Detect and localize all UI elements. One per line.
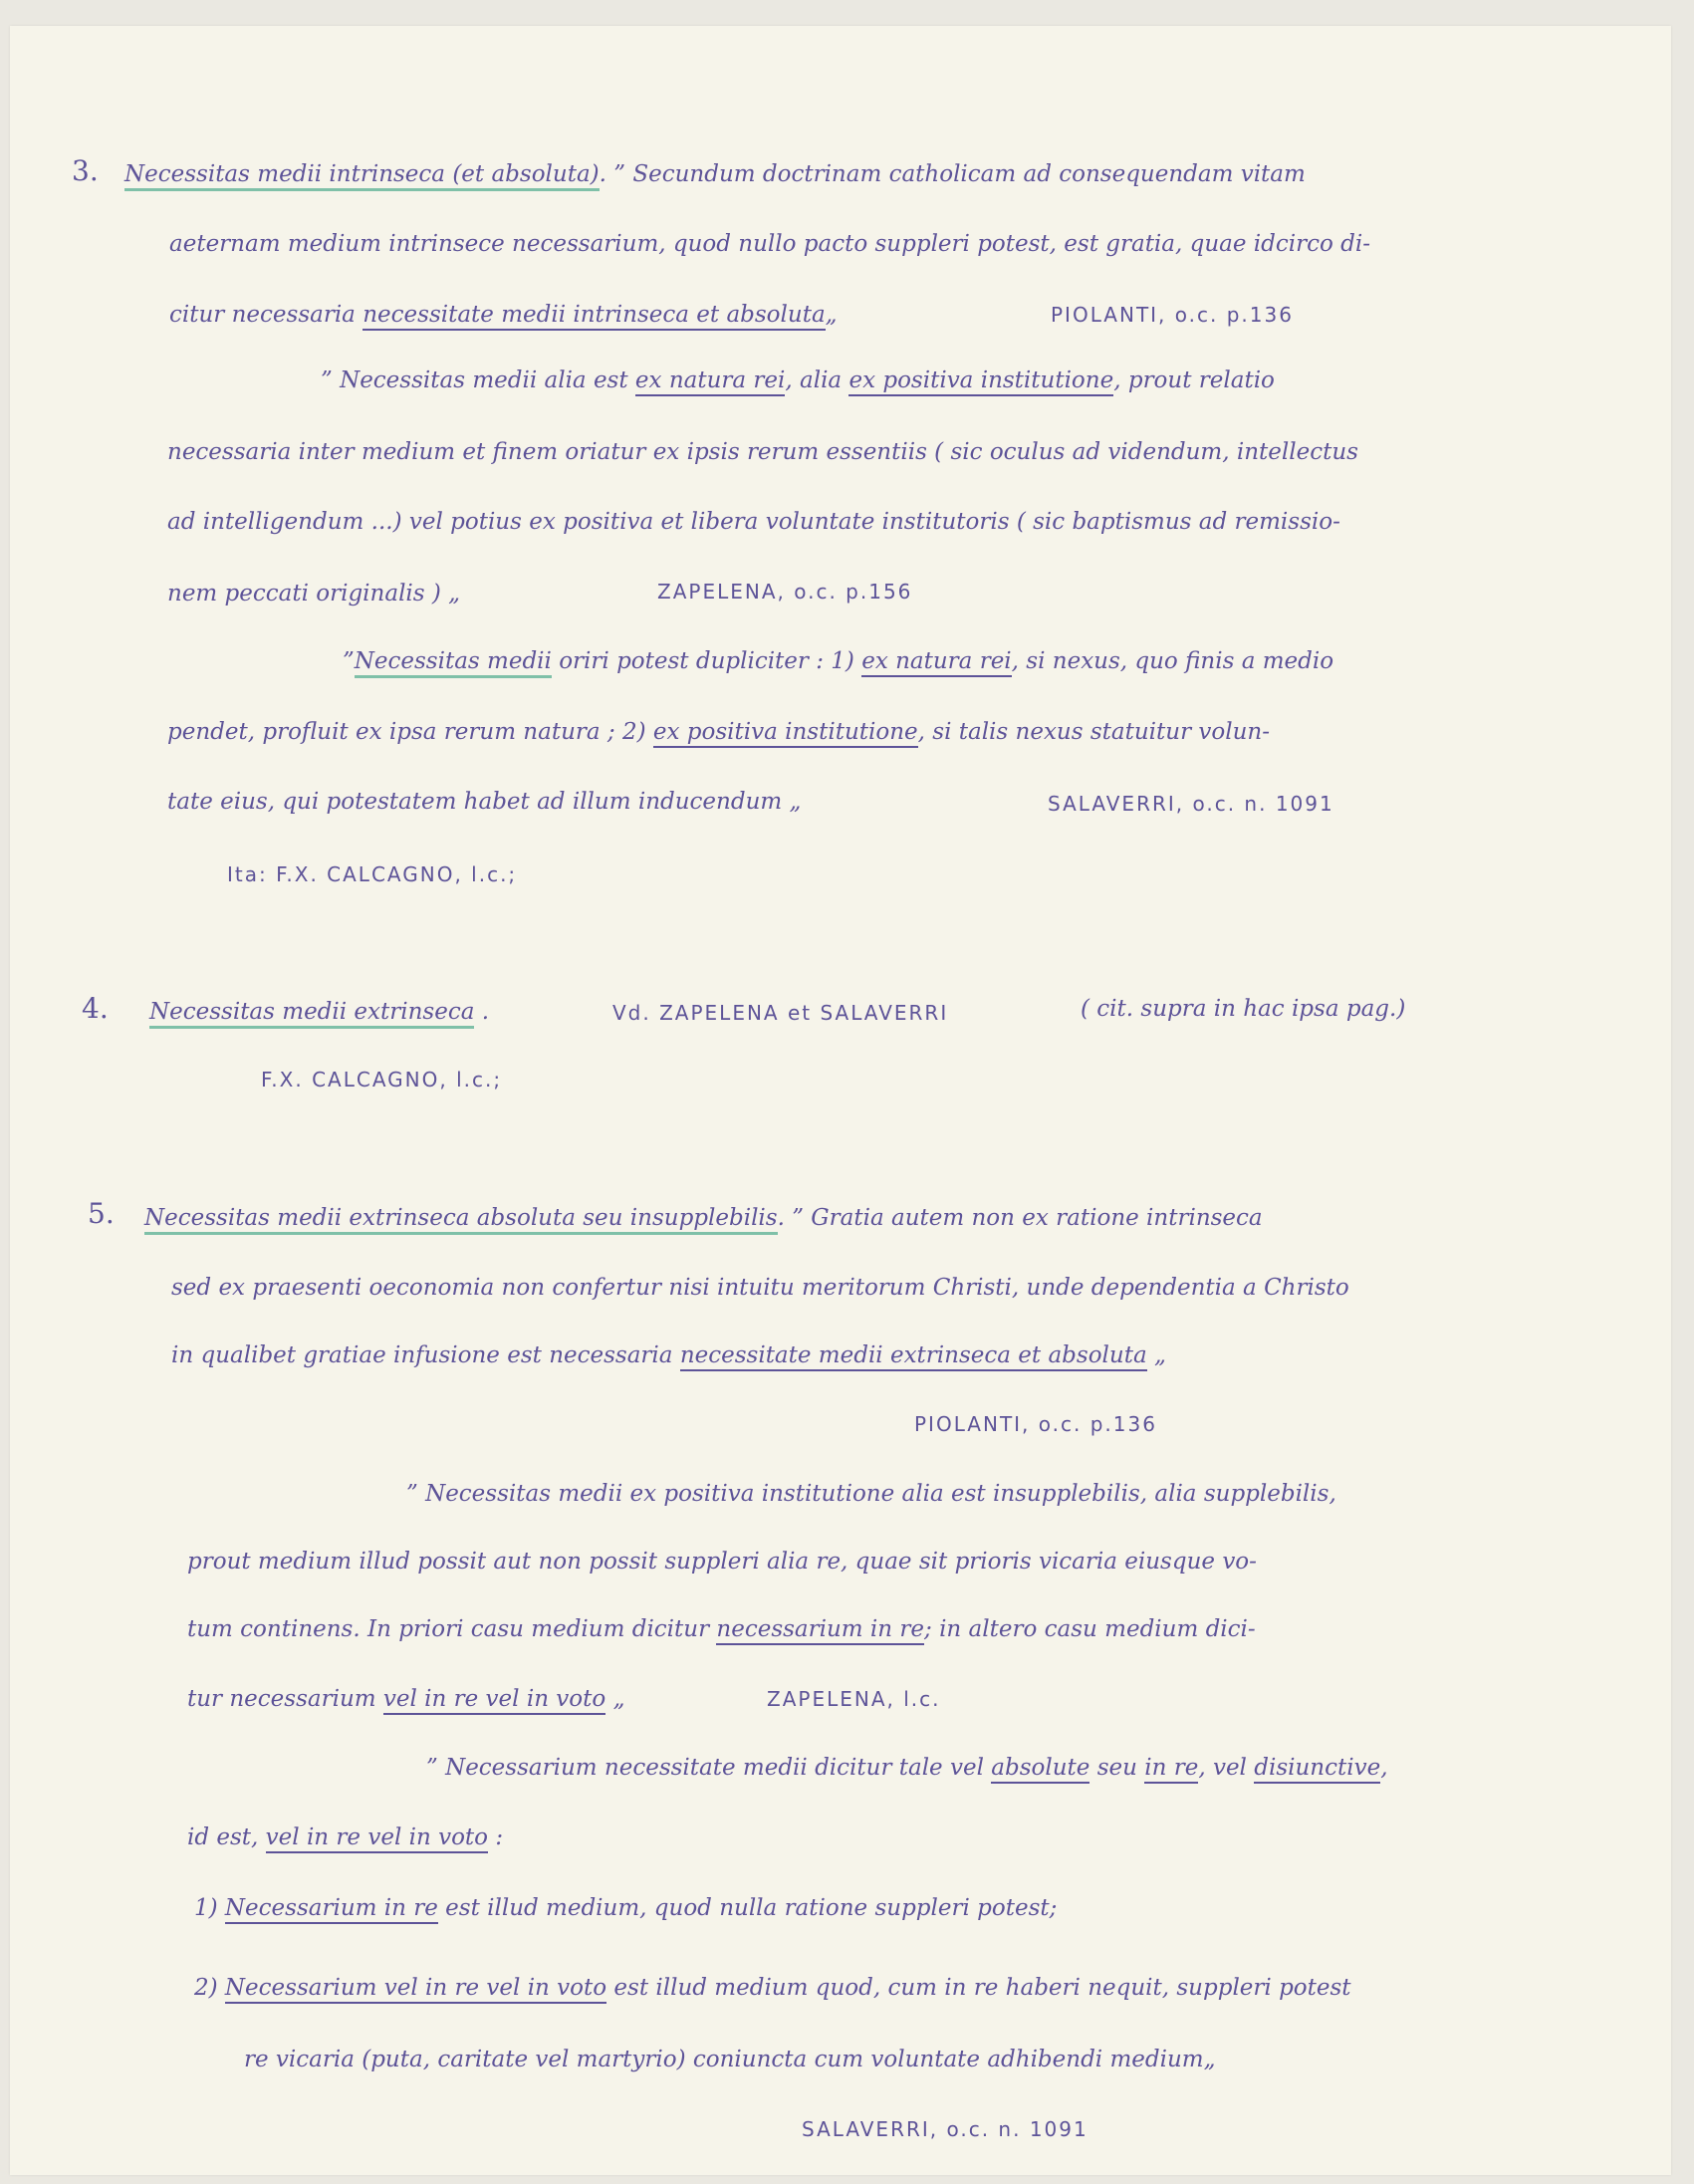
section-5-number: 5. (88, 1197, 115, 1230)
section-5-quote-3-line-1 (426, 1755, 1388, 1781)
section-5-quote-start: . ” Gratia autem non ex ratione intrinseca (777, 1205, 1263, 1231)
section-5-quote-2-line-4 (187, 1686, 624, 1712)
underlined-phrase: vel in re vel in voto (383, 1686, 605, 1715)
underlined-phrase: disiunctive (1254, 1755, 1380, 1784)
section-4-heading: Necessitas medii extrinseca (149, 999, 474, 1029)
text-fragment: tum continens. In priori casu medium dicitur (187, 1616, 710, 1642)
section-5-quote-2-line-2: prout medium illud possit aut non possit suppleri alia re, quae sit prioris vicaria eiusque vo- (187, 1549, 1257, 1575)
section-3-quote-3-line-3: tate eius, qui potestatem habet ad illum inducendum „ (167, 789, 802, 815)
section-3-number: 3. (72, 154, 99, 187)
closing-quote: „ (825, 302, 838, 328)
text-fragment: seu (1096, 1755, 1137, 1781)
section-3-quote-3-line-1 (343, 648, 1333, 674)
section-5-line-1 (144, 1205, 1263, 1231)
citation-salaverri-2: SALAVERRI, o.c. n. 1091 (802, 2117, 1089, 2141)
underlined-phrase: necessarium in re (716, 1616, 924, 1645)
text-fragment: oriri potest dupliciter : 1) (559, 648, 854, 674)
text-fragment: citur necessaria (169, 302, 356, 328)
citation-piolanti: PIOLANTI, o.c. p.136 (1051, 303, 1294, 327)
citation-calcagno: Ita: F.X. CALCAGNO, l.c.; (227, 862, 518, 886)
section-5-quote-2-line-3 (187, 1616, 1256, 1642)
underlined-phrase: vel in re vel in voto (266, 1824, 488, 1853)
text-fragment: , (1380, 1755, 1388, 1781)
text-fragment: id est, (187, 1824, 259, 1850)
text-fragment: est illud medium, quod nulla ratione suppleri potest; (445, 1895, 1058, 1921)
section-3-quote-3-line-2 (167, 719, 1270, 745)
section-3-line-2: aeternam medium intrinsece necessarium, quod nullo pacto suppleri potest, est gratia, quae idcirco di- (169, 231, 1370, 257)
section-3-heading: Necessitas medii intrinseca (et absoluta) (124, 161, 600, 191)
text-fragment: tur necessarium (187, 1686, 376, 1712)
manuscript-page (10, 26, 1671, 2175)
underlined-phrase: ex natura rei (635, 367, 785, 396)
list-number: 2) (194, 1975, 218, 2001)
text-fragment: ; in altero casu medium dici- (924, 1616, 1256, 1642)
underlined-phrase: absolute (991, 1755, 1089, 1784)
open-quote: ” (343, 648, 355, 674)
section-4-number: 4. (82, 992, 109, 1025)
list-item-2-continuation: re vicaria (puta, caritate vel martyrio) coniuncta cum voluntate adhibendi medium„ (244, 2047, 1216, 2072)
section-3-quote-2-line-3: ad intelligendum ...) vel potius ex positiva et libera voluntate institutoris ( sic baptismus ad remissio- (167, 509, 1340, 535)
section-3-line-1 (124, 161, 1306, 187)
underlined-phrase: Necessarium vel in re vel in voto (225, 1975, 606, 2004)
underlined-phrase: Necessarium in re (225, 1895, 438, 1924)
citation-salaverri: SALAVERRI, o.c. n. 1091 (1048, 792, 1334, 816)
text-fragment: : (495, 1824, 504, 1850)
list-number: 1) (194, 1895, 218, 1921)
list-item-2 (194, 1975, 1351, 2001)
section-3-line-3 (169, 302, 838, 328)
citation-zapelena-2: ZAPELENA, l.c. (767, 1687, 941, 1711)
text-fragment: , vel (1198, 1755, 1247, 1781)
text-fragment: , si talis nexus statuitur volun- (917, 719, 1270, 745)
text-fragment: ” Necessitas medii alia est (321, 367, 628, 393)
text-fragment: ” Necessarium necessitate medii dicitur tale vel (426, 1755, 984, 1781)
closing-quote: „ (612, 1686, 625, 1712)
closing-quote: „ (1153, 1342, 1166, 1368)
underlined-phrase: ex natura rei (861, 648, 1011, 677)
section-3-quote-2-line-2: necessaria inter medium et finem oriatur ex ipsis rerum essentiis ( sic oculus ad videndum, intellectus (167, 439, 1358, 465)
text-fragment: , alia (785, 367, 843, 393)
underlined-phrase: Necessitas medii (355, 648, 552, 678)
section-5-quote-2-line-1: ” Necessitas medii ex positiva institutione alia est insupplebilis, alia supplebilis, (406, 1481, 1336, 1507)
section-3-quote-start: . ” Secundum doctrinam catholicam ad consequendam vitam (599, 161, 1306, 187)
citation-calcagno-2: F.X. CALCAGNO, l.c.; (261, 1068, 503, 1092)
text-fragment: . (481, 999, 490, 1025)
text-fragment: est illud medium quod, cum in re haberi nequit, suppleri potest (613, 1975, 1351, 2001)
section-4-heading-line (149, 999, 489, 1025)
text-fragment: , si nexus, quo finis a medio (1011, 648, 1334, 674)
citation-vd-zapelena-salaverri: Vd. ZAPELENA et SALAVERRI (612, 1001, 949, 1025)
section-5-heading: Necessitas medii extrinseca absoluta seu insupplebilis (144, 1205, 778, 1235)
list-item-1 (194, 1895, 1057, 1921)
underlined-phrase: necessitate medii extrinseca et absoluta (680, 1342, 1147, 1371)
text-fragment: in qualibet gratiae infusione est necessaria (171, 1342, 673, 1368)
section-5-quote-3-line-2 (187, 1824, 503, 1850)
section-5-line-3 (171, 1342, 1166, 1368)
underlined-phrase: ex positiva institutione (653, 719, 918, 748)
section-3-quote-2-line-4: nem peccati originalis ) „ (167, 581, 461, 607)
underlined-phrase: necessitate medii intrinseca et absoluta (363, 302, 825, 331)
underlined-phrase: in re (1144, 1755, 1198, 1784)
text-fragment: pendet, profluit ex ipsa rerum natura ; 2) (167, 719, 646, 745)
underlined-phrase: ex positiva institutione (848, 367, 1113, 396)
citation-piolanti-2: PIOLANTI, o.c. p.136 (914, 1412, 1157, 1436)
section-4-reference-note: ( cit. supra in hac ipsa pag.) (1081, 996, 1406, 1022)
section-5-line-2: sed ex praesenti oeconomia non confertur nisi intuitu meritorum Christi, unde dependentia a Christo (171, 1275, 1349, 1301)
text-fragment: , prout relatio (1113, 367, 1275, 393)
section-3-quote-2-line-1 (321, 367, 1275, 393)
citation-zapelena: ZAPELENA, o.c. p.156 (657, 580, 913, 604)
